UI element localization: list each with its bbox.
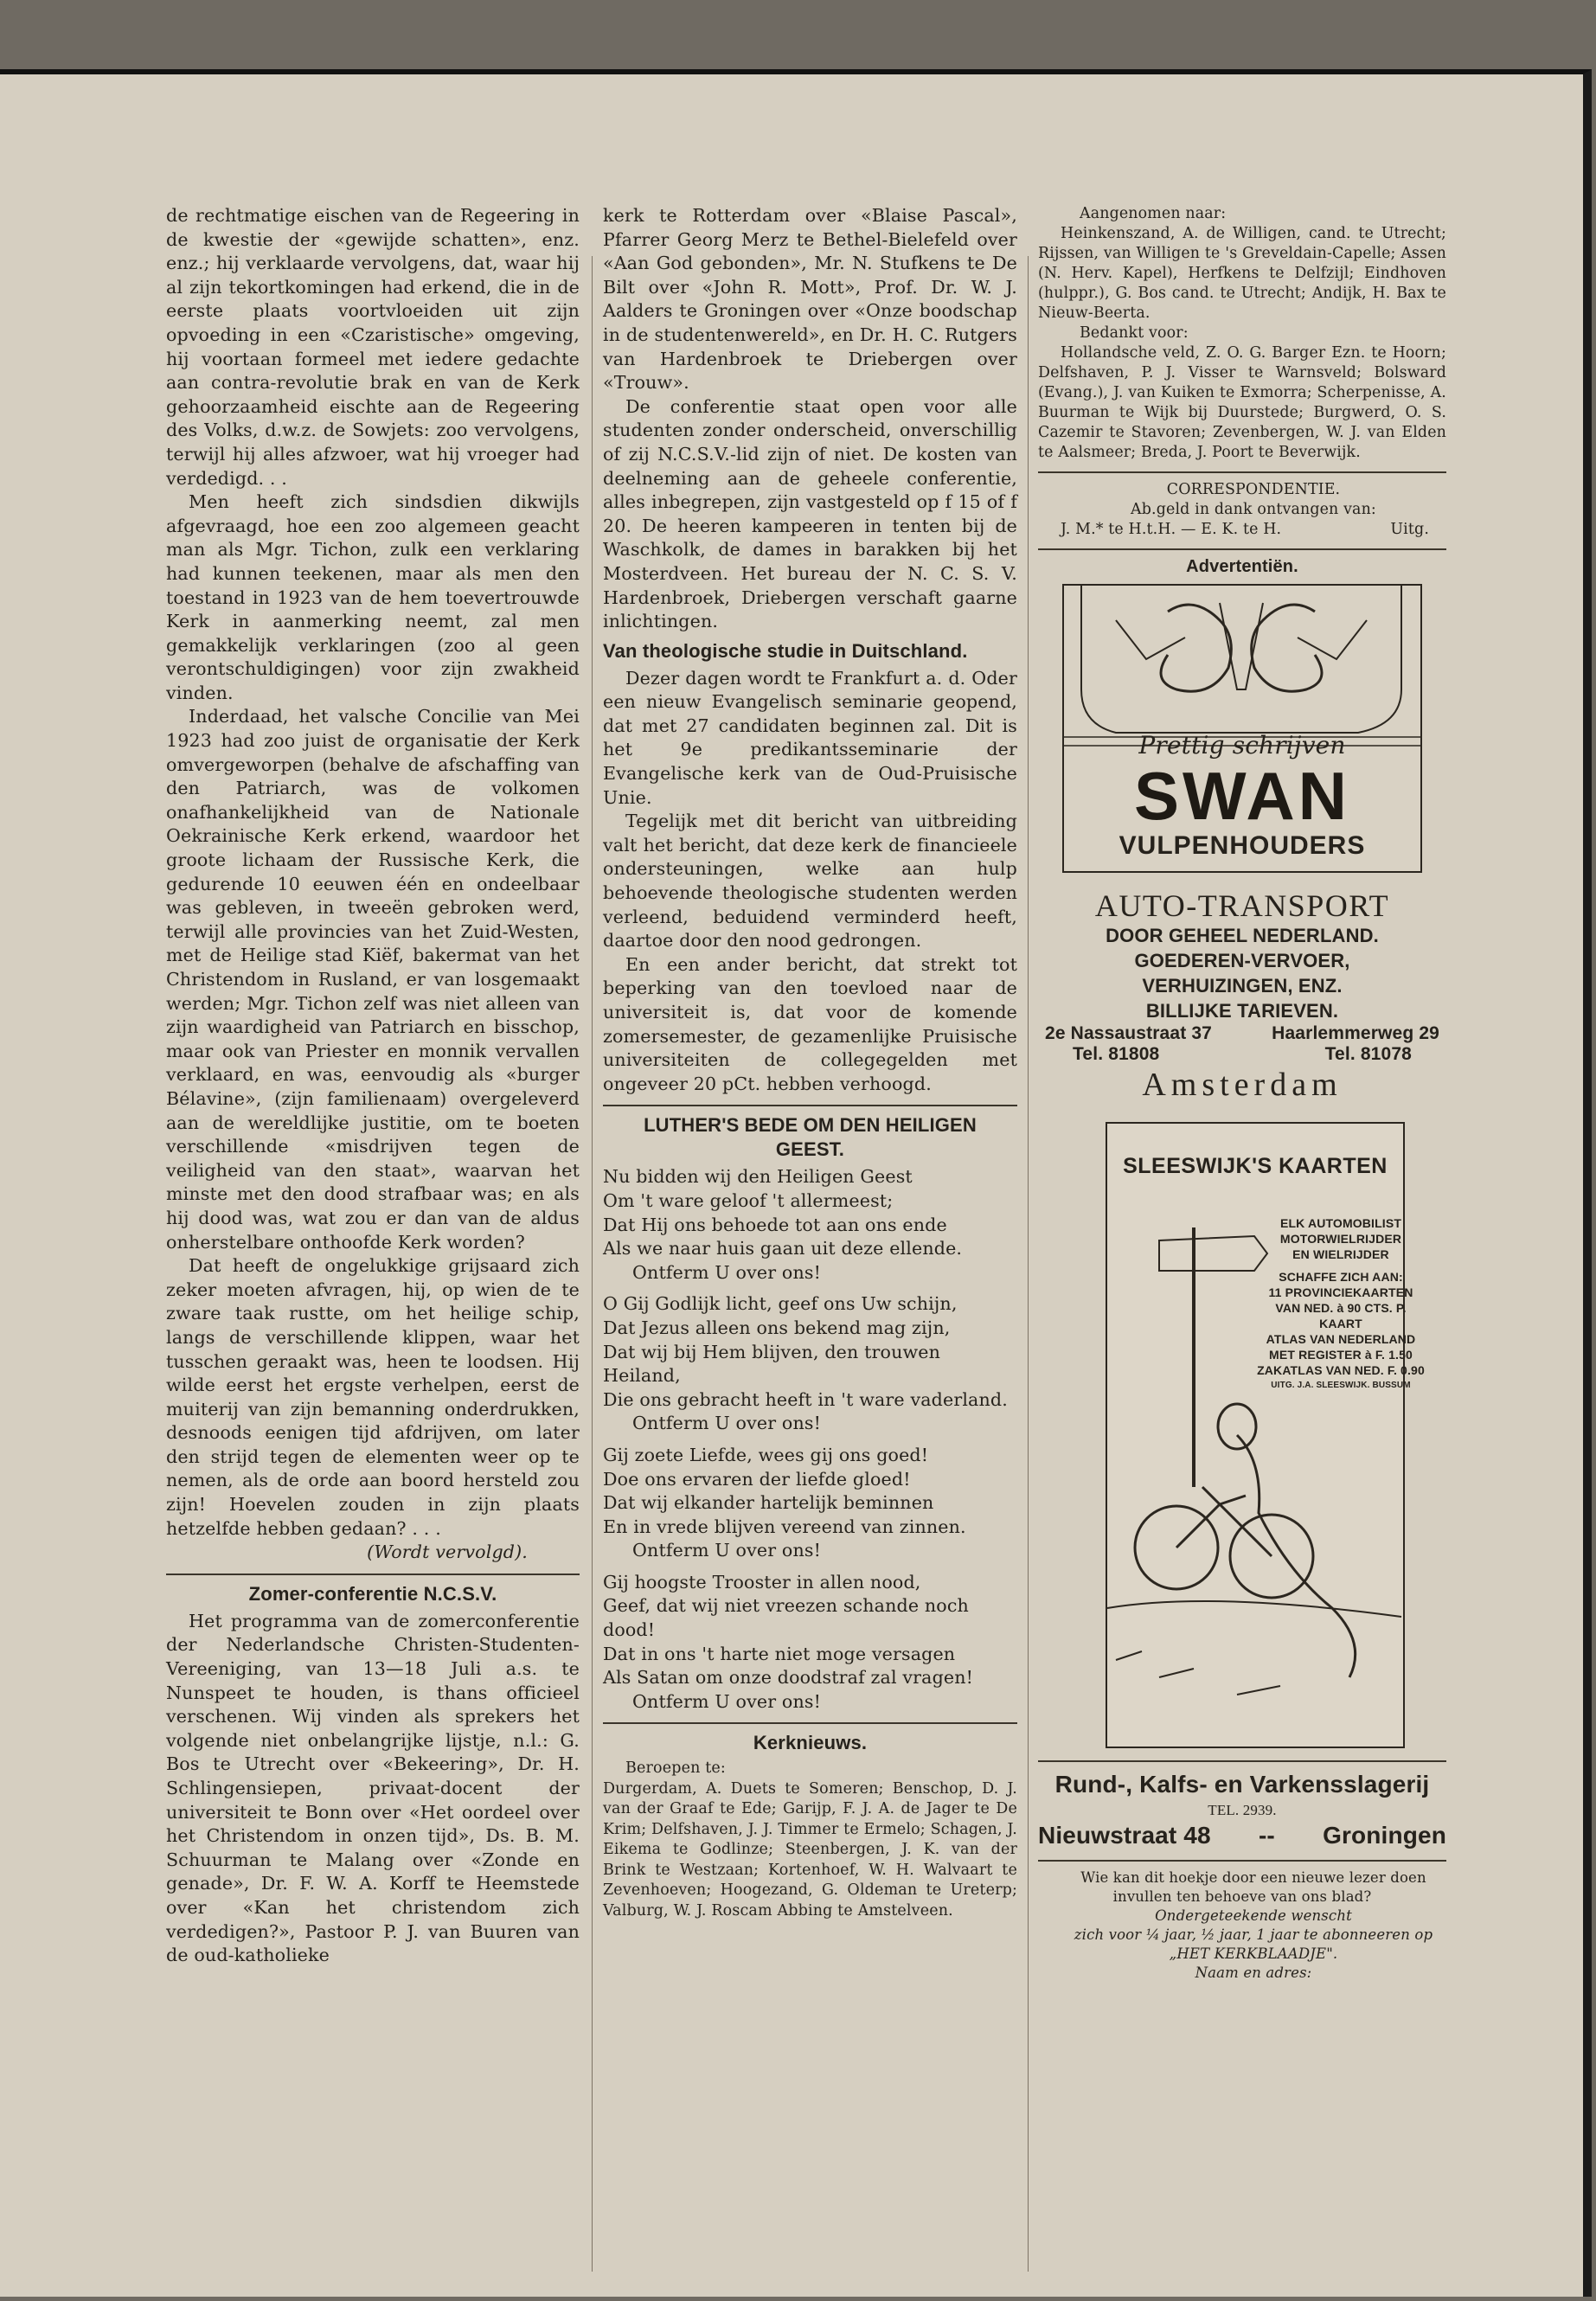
slagerij-title: Rund-, Kalfs- en Varkensslagerij bbox=[1054, 1771, 1430, 1798]
poem-line: Dat wij bij Hem blijven, den trouwen Heiland, bbox=[603, 1341, 941, 1387]
swan-brand: SWAN bbox=[1134, 758, 1350, 834]
swan-product: VULPENHOUDERS bbox=[1118, 831, 1366, 860]
article-heading: Zomer-conferentie N.C.S.V. bbox=[248, 1582, 497, 1605]
article-paragraph: kerk te Rotterdam over «Blaise Pascal», Pfarrer Georg Merz te Bethel-Bielefeld over «Aan God gebonden», Mr. N. Stufkens te De Bilt over «John R. Mott», Prof. Dr. W. J. Aalders te Groningen over «Onze boodschap in de studentenwereld», en Dr. H. C. Rutgers van Hardenbroek te Driebergen over «Trouw». bbox=[603, 205, 1017, 394]
sleeswijk-line: SCHAFFE ZICH AAN: bbox=[1279, 1270, 1403, 1284]
continued-note: (Wordt vervolgd). bbox=[367, 1541, 528, 1563]
poem-line: Dat wij elkander hartelijk beminnen bbox=[603, 1492, 934, 1514]
auto-line: BILLIJKE TARIEVEN. bbox=[1145, 1000, 1339, 1022]
kerknieuws-body bbox=[603, 1759, 1017, 1921]
poem-line: Om 't ware geloof 't allermeest; bbox=[603, 1189, 894, 1211]
poem-line: Gij hoogste Trooster in allen nood, bbox=[603, 1571, 921, 1593]
promo-text: zich voor ¼ jaar, ½ jaar, 1 jaar te abonneeren op bbox=[1074, 1926, 1433, 1943]
poem-stanza bbox=[603, 1571, 1017, 1715]
auto-line: DOOR GEHEEL NEDERLAND. bbox=[1106, 925, 1379, 946]
sleeswijk-line: ELK AUTOMOBILIST bbox=[1279, 1216, 1402, 1230]
promo-text: „HET KERKBLAADJE". bbox=[1169, 1945, 1338, 1962]
slagerij-street: Nieuwstraat 48 bbox=[1038, 1822, 1211, 1849]
slagerij-phone: TEL. 2939. bbox=[1208, 1802, 1277, 1818]
article-paragraph: Tegelijk met dit bericht van uitbreiding valt het bericht, dat deze kerk de financieele ondersteuningen, welke aan hulp behoevende theologische studenten werden verleend, beduidend verminderd heeft, daartoe door den nood gedrongen. bbox=[603, 811, 1017, 952]
article-paragraph: En een ander bericht, dat strekt tot beperking van den toevloed naar de universiteit is, dat voor de komende zomersemester, de gezamenlijke Pruisische universiteiten de collegegelden met ongeveer 20 pCt. hebben verhoogd. bbox=[603, 953, 1017, 1094]
correspondentie-sign: Uitg. bbox=[1390, 521, 1429, 538]
poem-line: Gij zoete Liefde, wees gij ons goed! bbox=[603, 1444, 929, 1465]
swan-text bbox=[1064, 731, 1420, 861]
poem-stanza bbox=[603, 1444, 1017, 1563]
correspondentie-line bbox=[1038, 520, 1446, 540]
poem-line: Die ons gebracht heeft in 't ware vaderland. bbox=[603, 1388, 1008, 1410]
poem-line: Dat Jezus alleen ons bekend mag zijn, bbox=[603, 1317, 951, 1338]
sleeswijk-line: 11 PROVINCIEKAARTEN bbox=[1268, 1285, 1413, 1299]
poem bbox=[603, 1165, 1017, 1714]
poem-line: Geef, dat wij niet vreezen schande noch dood! bbox=[603, 1595, 969, 1641]
column-divider bbox=[592, 256, 593, 2272]
auto-address: Haarlemmerweg 29 bbox=[1272, 1023, 1439, 1043]
poem-refrain: Ontferm U over ons! bbox=[632, 1261, 822, 1283]
poem-refrain: Ontferm U over ons! bbox=[632, 1690, 822, 1712]
auto-address: 2e Nassaustraat 37 bbox=[1045, 1023, 1212, 1043]
section-rule bbox=[1038, 548, 1446, 550]
poem-line: O Gij Godlijk licht, geef ons Uw schijn, bbox=[603, 1293, 958, 1315]
poem-stanza bbox=[603, 1165, 1017, 1285]
section-rule bbox=[1038, 1860, 1446, 1862]
poem-line: Dat Hij ons behoede tot aan ons ende bbox=[603, 1214, 947, 1235]
sleeswijk-line: EN WIELRIJDER bbox=[1292, 1247, 1389, 1261]
poem-line: Dat in ons 't harte niet moge versagen bbox=[603, 1643, 956, 1664]
aangenomen-text: Heinkenszand, A. de Willigen, cand. te Utrecht; Rijssen, van Willigen te 's Greveldain-Capelle; Assen (N. Herv. Kapel), Herfkens te Delfzijl; Eindhoven (hulppr.), G. Bos cand. te Utrecht; Andijk, H. Bax te Nieuw-Beerta. bbox=[1038, 225, 1446, 322]
poem-line: Als Satan om onze doodstraf zal vragen! bbox=[603, 1667, 974, 1689]
section-rule bbox=[1038, 471, 1446, 473]
auto-city: Amsterdam bbox=[1142, 1067, 1343, 1103]
article-paragraph: Men heeft zich sindsdien dikwijls afgevraagd, hoe een zoo algemeen geacht man als Mgr. Tichon, zulk een verklaring had kunnen teekenen, maar als men den toestand in 1923 van de hem toevertrouwde Kerk in aanmerking neemt, zal men gemakkelijk verklaringen (zoo al geen verontschuldigingen) voor zijn zwakheid vinden. bbox=[166, 491, 580, 703]
sleeswijk-line: MET REGISTER à F. 1.50 bbox=[1269, 1348, 1413, 1362]
auto-phones bbox=[1038, 1044, 1446, 1065]
article-heading: Van theologische studie in Duitschland. bbox=[603, 639, 968, 662]
sleeswijk-advertisement bbox=[1106, 1122, 1425, 1748]
article-paragraph: Dat heeft de ongelukkige grijsaard zich zeker moeten afvragen, hij, op wien de te zware taak rustte, om het heilige schip, langs de verschillende klippen, waar het tusschen geraakt was, heen te loodsen. Hij wilde eerst het ergste verhelpen, eerst de muiterij van zijn bemanning onderdrukken, desnoods eenigen tijd afdrijven, om later den strijd tegen de elementen weer op te nemen, als de orde aan boord hersteld zou zijn! Hoevelen zouden in zijn plaats hetzelfde hebben gedaan? . . . bbox=[166, 1255, 580, 1539]
auto-line: GOEDEREN-VERVOER, bbox=[1134, 950, 1350, 971]
poem-stanza bbox=[603, 1292, 1017, 1436]
article-paragraph: Het programma van de zomerconferentie der Nederlandsche Christen-Studenten-Vereeniging, van 13—18 Juli a.s. te Nunspeet te houden, is thans officieel verschenen. Wij vinden als sprekers het volgende niet onbelangrijke lijstje, n.l.: G. Bos te Utrecht over «Bekeering», Dr. H. Schlingensiepen, privaat-docent der universiteit te Bonn over «Het oordeel over het Christendom in onzen tijd», Ds. B. M. Schuurman te Malang over «Zonde en genade», Dr. F. W. A. Korff te Heemstede over «Kan het christendom zich verdedigen?», Pastoor P. J. van Buuren van de oud-katholieke bbox=[166, 1610, 580, 1966]
kerknieuws-heading: Kerknieuws. bbox=[753, 1732, 868, 1754]
correspondentie-line: Ab.geld in dank ontvangen van: bbox=[1131, 501, 1376, 518]
bedankt-text: Hollandsche veld, Z. O. G. Barger Ezn. te Hoorn; Delfshaven, P. J. Visser te Warnsveld; Bolsward (Evang.), J. van Kuiken te Exmorra; Scherpenisse, A. Buurman te Wijk bij Duurstede; Burgwerd, O. S. Cazemir te Stavoren; Zevenbergen, W. J. van Elden te Aalsmeer; Breda, J. Poort te Beverwijk. bbox=[1038, 344, 1446, 461]
newspaper-page bbox=[0, 69, 1592, 2297]
sleeswijk-text bbox=[1254, 1215, 1427, 1394]
article-paragraph: Dezer dagen wordt te Frankfurt a. d. Oder een nieuw Evangelisch seminarie geopend, dat met 27 candidaten beginnen zal. Dit is het 9e predikantsseminarie der Evangelische kerk van de Oud-Pruisische Unie. bbox=[603, 667, 1017, 808]
correspondentie-heading: CORRESPONDENTIE. bbox=[1166, 481, 1341, 498]
subscription-promo bbox=[1038, 1868, 1446, 1983]
advertenties-heading: Advertentiën. bbox=[1186, 557, 1298, 576]
auto-phone: Tel. 81078 bbox=[1324, 1044, 1412, 1064]
poem-refrain: Ontferm U over ons! bbox=[632, 1540, 822, 1561]
slagerij-city: Groningen bbox=[1323, 1822, 1446, 1849]
cyclist-illustration bbox=[1107, 1124, 1401, 1721]
auto-phone: Tel. 81808 bbox=[1073, 1044, 1160, 1064]
section-rule bbox=[603, 1105, 1017, 1106]
slagerij-address bbox=[1038, 1820, 1446, 1851]
slagerij-advertisement bbox=[1038, 1769, 1446, 1851]
column-3 bbox=[1038, 204, 1446, 1983]
sleeswijk-line: ATLAS VAN NEDERLAND bbox=[1266, 1332, 1416, 1346]
section-rule bbox=[603, 1722, 1017, 1724]
auto-transport-advertisement bbox=[1038, 888, 1446, 1105]
auto-title: AUTO-TRANSPORT bbox=[1094, 888, 1390, 923]
promo-text: Ondergeteekende wenscht bbox=[1155, 1907, 1352, 1924]
column-2 bbox=[603, 204, 1017, 1921]
poem-line: En in vrede blijven vereend van zinnen. bbox=[603, 1516, 966, 1537]
article-paragraph: de rechtmatige eischen van de Regeering in de kwestie der «gewijde schatten», enz. enz.; hij verklaarde vervolgens, dat, waar hij al zijn tekortkomingen had erkend, die in de eerste plaats voortvloeiden uit zijn opvoeding in een «Czaristische» omgeving, hij voortaan formeel met iedere gedachte aan contra-revolutie brak en van de Kerk gehoorzaamheid eischte aan de Regeering des Volks, d.w.z. de Sowjets: zoo vervolgens, terwijl hij alles afzwoer, wat hij vroeger had verdedigd. . . bbox=[166, 205, 580, 489]
beroepen-label: Beroepen te: bbox=[625, 1759, 726, 1778]
article-paragraph: Inderdaad, het valsche Concilie van Mei 1923 had zoo juist de organisatie der Kerk omvergeworpen (behalve de afschaffing van den Patriarch, was de volkomen onafhankelijkheid van de Nationale Oekrainische Kerk erkend, waardoor het groote lichaam der Russische Kerk, die gedurende 10 eeuwen één en ondeelbaar was gebleven, in tweeën gebroken werd, terwijl alle provincies van het Zuid-Westen, met de Heilige stad Kiëf, bakermat van het Christendom in Rusland, er van losgemaakt werden; Mgr. Tichon zelf was niet alleen van zijn waardigheid van Patriarch en bisschop, maar ook van Priester en monnik vervallen verklaard, en was, eenvoudig als «burger Bélavine», (zijn familienaam) overgeleverd aan de wereldlijke justitie, om te boeten verschillende «misdrijven tegen de veiligheid van den staat», waarvan het minste met den dood strafbaar was; en als hij dood was, wat zou er dan van de aldus onherstelbare onthoofde Kerk worden? bbox=[166, 706, 580, 1253]
auto-line: VERHUIZINGEN, ENZ. bbox=[1142, 975, 1343, 997]
promo-text: Naam en adres: bbox=[1195, 1965, 1312, 1981]
beroepen-text: Durgerdam, A. Duets te Someren; Benschop, D. J. van der Graaf te Ede; Garijp, F. J. A. de Jager te De Krim; Delfshaven, J. J. Timmer te Ermelo; Schagen, J. Eikema te Godlinze; Steenbergen, J. K. van der Brink te Westzaan; Kortenhoef, W. H. Walvaart te Zevenhoeven; Hoogezand, G. Oldeman te Ureterp; Valburg, W. J. Roscam Abbing te Amstelveen. bbox=[603, 1779, 1017, 1920]
poem-title: LUTHER'S BEDE OM DEN HEILIGEN GEEST. bbox=[644, 1114, 977, 1161]
section-rule bbox=[1038, 1760, 1446, 1762]
poem-line: Als we naar huis gaan uit deze ellende. bbox=[603, 1238, 963, 1259]
section-rule bbox=[166, 1574, 580, 1575]
sleeswijk-line: ZAKATLAS VAN NED. F. 0.90 bbox=[1257, 1363, 1425, 1377]
slagerij-dash: -- bbox=[1258, 1822, 1275, 1849]
sleeswijk-line: VAN NED. à 90 CTS. P. KAART bbox=[1275, 1301, 1407, 1330]
sleeswijk-title: SLEESWIJK'S KAARTEN bbox=[1123, 1154, 1388, 1178]
sleeswijk-line: MOTORWIELRIJDER bbox=[1279, 1232, 1402, 1246]
sleeswijk-line: UITG. J.A. SLEESWIJK. BUSSUM bbox=[1271, 1381, 1411, 1390]
auto-addresses bbox=[1038, 1023, 1446, 1044]
swan-advertisement bbox=[1062, 584, 1422, 873]
aangenomen-label: Aangenomen naar: bbox=[1080, 205, 1227, 222]
column-1 bbox=[166, 204, 580, 1968]
promo-text: Wie kan dit hoekje door een nieuwe lezer doen invullen ten behoeve van ons blad? bbox=[1080, 1869, 1426, 1905]
correspondentie-initials: J. M.* te H.t.H. — E. K. te H. bbox=[1061, 521, 1282, 538]
poem-line: Doe ons ervaren der liefde gloed! bbox=[603, 1468, 911, 1490]
bedankt-label: Bedankt voor: bbox=[1080, 324, 1189, 342]
article-paragraph: De conferentie staat open voor alle studenten zonder onderscheid, onverschillig of zij N.C.S.V.-lid zijn of niet. De kosten van deelneming aan de geheele conferentie, alles inbegrepen, zijn vastgesteld op f 15 of f 20. De heeren kampeeren in tenten bij de Waschkolk, de dames in barakken bij het Mosterdveen. Het bureau der N. C. S. V. Hardenbroek, Driebergen verschaft gaarne inlichtingen. bbox=[603, 395, 1017, 632]
column-divider bbox=[1028, 256, 1029, 2272]
swan-tagline: Prettig schrijven bbox=[1138, 731, 1346, 760]
poem-refrain: Ontferm U over ons! bbox=[632, 1413, 822, 1434]
poem-line: Nu bidden wij den Heiligen Geest bbox=[603, 1166, 913, 1188]
